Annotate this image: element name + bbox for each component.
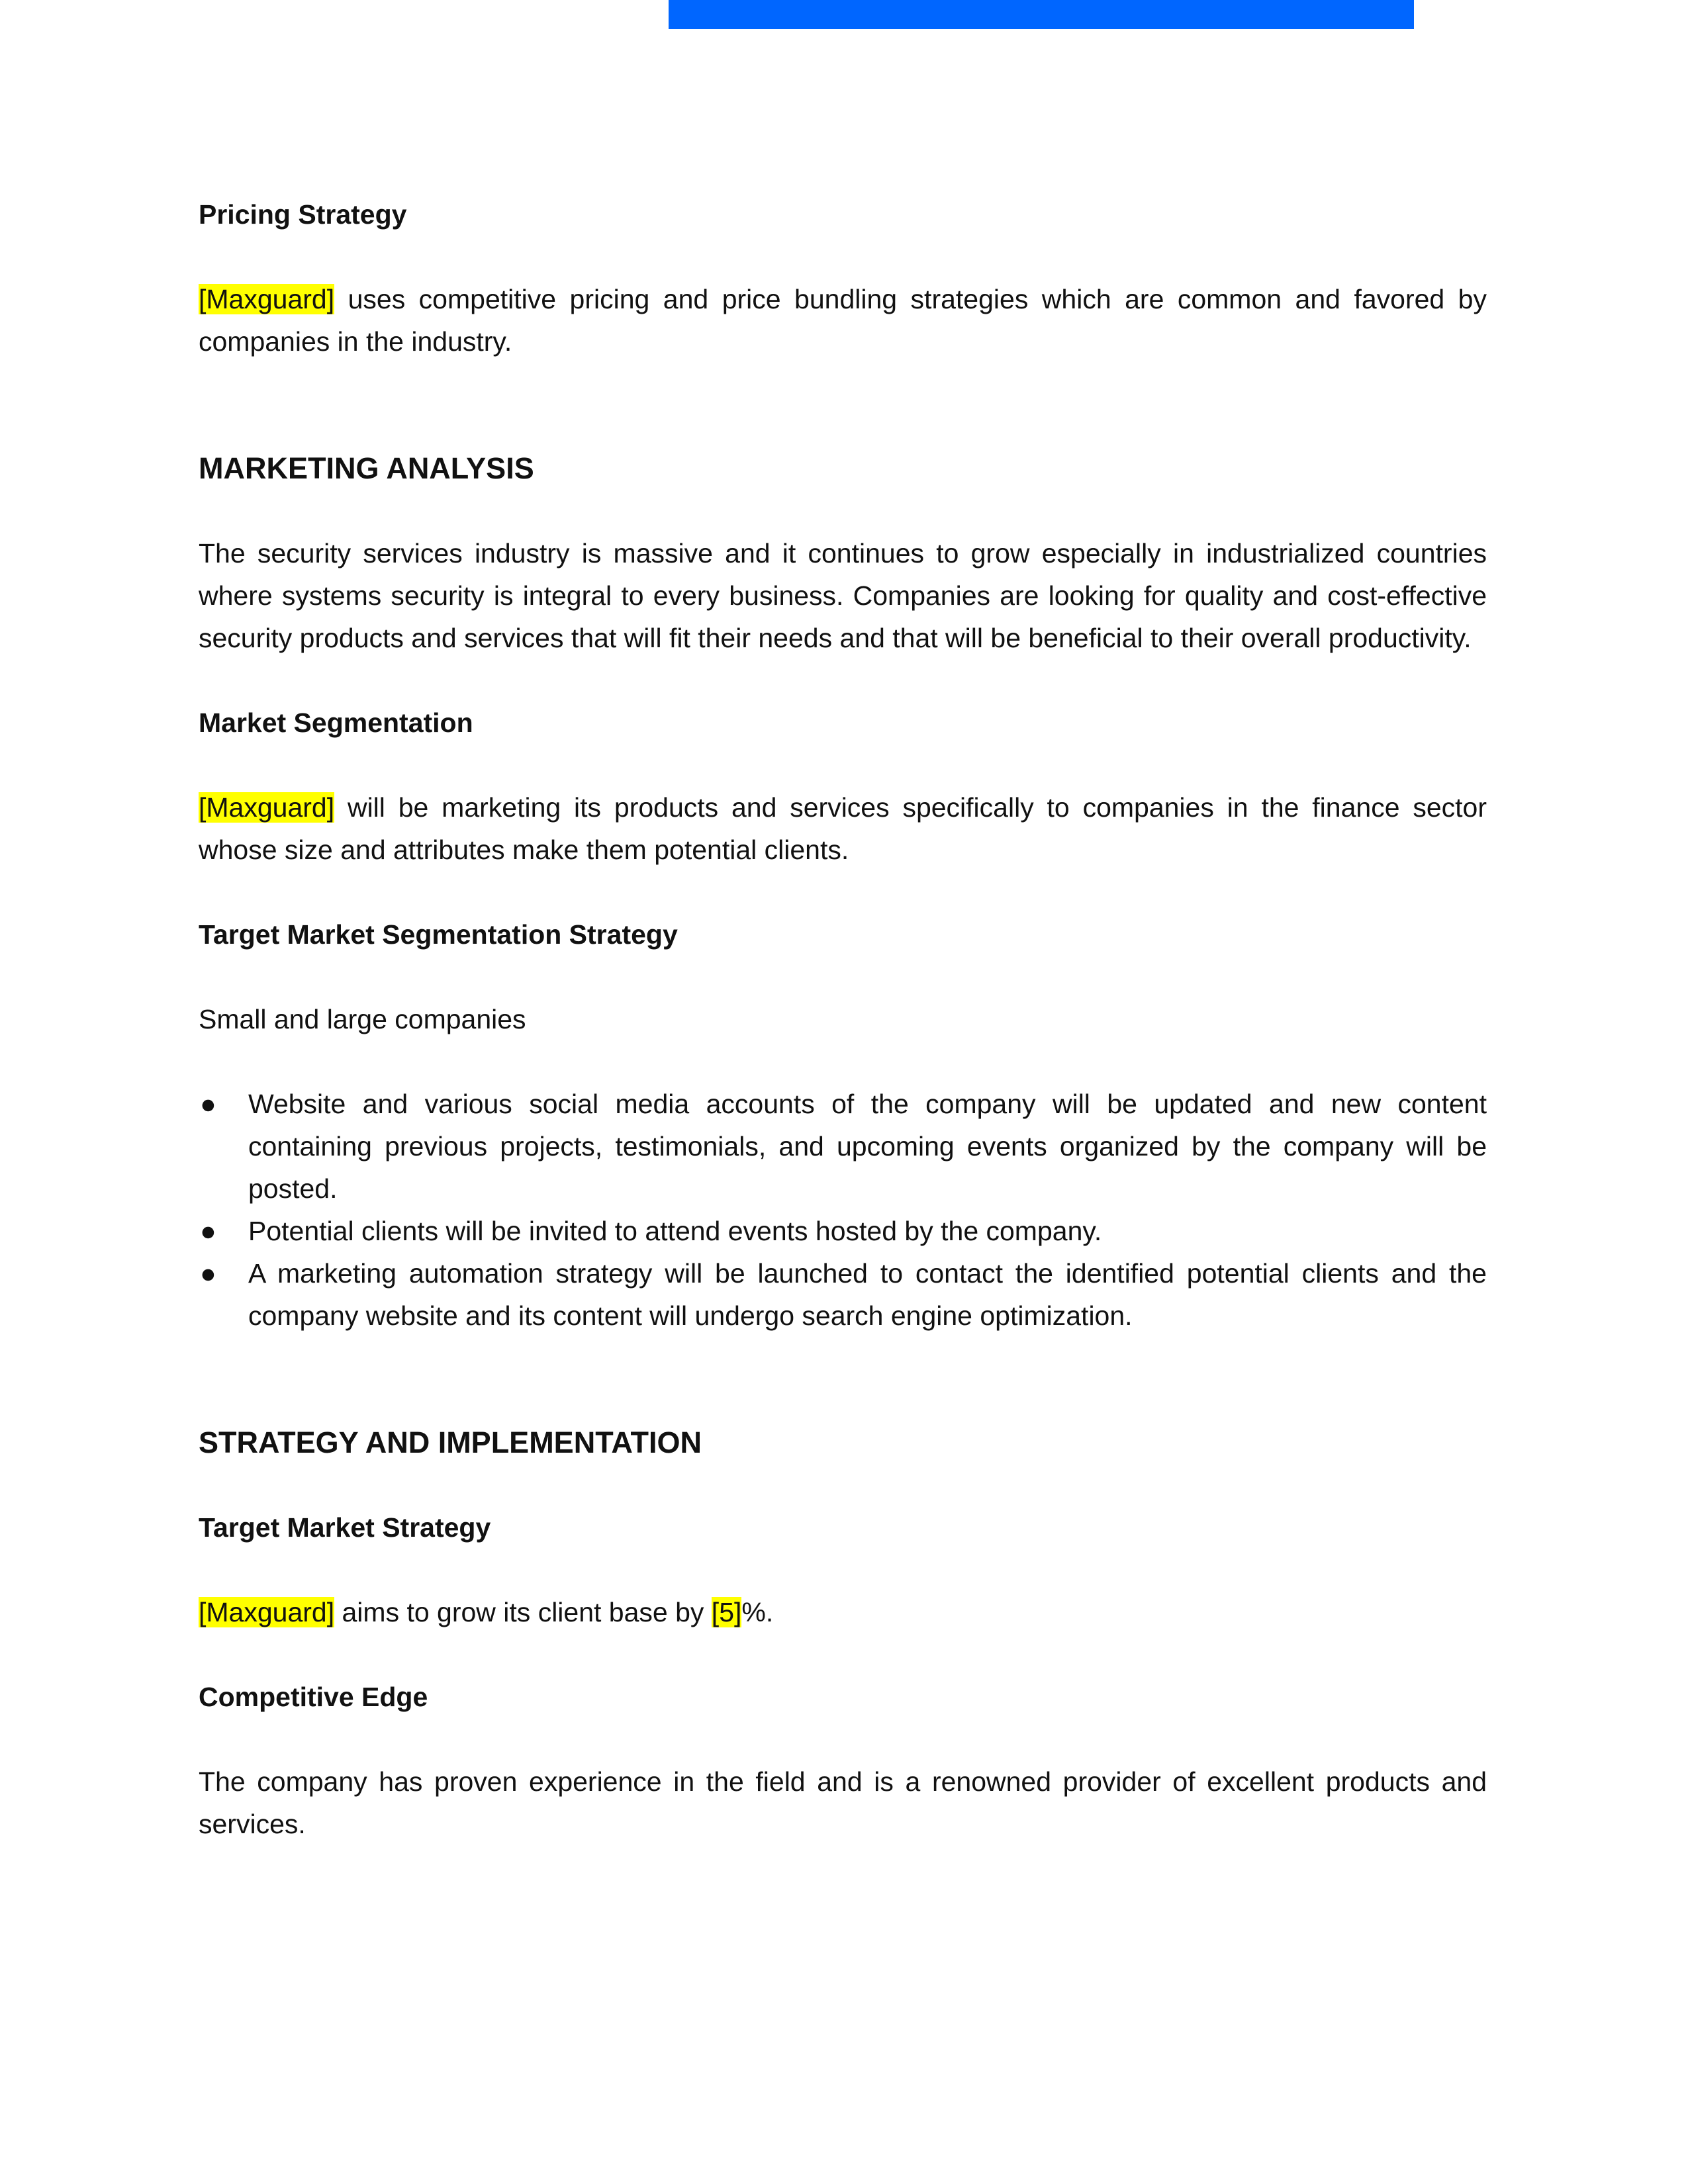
target-market-strategy-suffix: %. xyxy=(741,1597,774,1627)
list-item xyxy=(199,1210,1487,1252)
list-item-text: A marketing automation strategy will be launched to contact the identified potential clients and the company website and its content will undergo search engine optimization. xyxy=(248,1258,1487,1331)
list-item xyxy=(199,1083,1487,1210)
target-market-bullet-list xyxy=(199,1083,1487,1337)
competitive-edge-paragraph: The company has proven experience in the field and is a renowned provider of excellent products and services. xyxy=(199,1766,1487,1839)
bullet-icon: ● xyxy=(200,1216,216,1246)
bullet-icon: ● xyxy=(200,1258,216,1289)
market-segmentation-heading: Market Segmentation xyxy=(199,707,473,738)
target-market-segmentation-heading: Target Market Segmentation Strategy xyxy=(199,919,678,950)
document-body xyxy=(199,193,1487,1888)
strategy-implementation-heading: STRATEGY AND IMPLEMENTATION xyxy=(199,1426,702,1459)
market-segmentation-paragraph xyxy=(199,786,1487,871)
market-segmentation-text: will be marketing its products and services specifically to companies in the finance sector whose size and attributes make them potential clients. xyxy=(199,792,1487,865)
bullet-icon: ● xyxy=(200,1089,216,1119)
list-item xyxy=(199,1252,1487,1337)
list-item-text: Website and various social media accounts of the company will be updated and new content containing previous projects, testimonials, and upcoming events organized by the company will be posted. xyxy=(248,1089,1487,1204)
target-market-strategy-text: aims to grow its client base by xyxy=(334,1597,712,1627)
company-name-placeholder: [Maxguard] xyxy=(199,792,335,823)
target-market-strategy-heading: Target Market Strategy xyxy=(199,1512,491,1543)
target-market-strategy-paragraph xyxy=(199,1591,1487,1633)
competitive-edge-heading: Competitive Edge xyxy=(199,1682,428,1712)
list-item-text: Potential clients will be invited to attend events hosted by the company. xyxy=(248,1216,1102,1246)
marketing-analysis-paragraph: The security services industry is massive and it continues to grow especially in industrialized countries where systems security is integral to every business. Companies are looking for quality and cost-effective security products and services that will fit their needs and that will be beneficial to their overall productivity. xyxy=(199,538,1487,653)
pricing-strategy-heading: Pricing Strategy xyxy=(199,199,407,230)
pricing-strategy-text: uses competitive pricing and price bundling strategies which are common and favored by companies in the industry. xyxy=(199,284,1487,357)
marketing-analysis-heading: MARKETING ANALYSIS xyxy=(199,451,534,485)
company-name-placeholder: [Maxguard] xyxy=(199,1597,335,1627)
growth-percentage-placeholder: [5] xyxy=(711,1597,742,1627)
pricing-strategy-paragraph xyxy=(199,278,1487,363)
header-accent-bar xyxy=(669,0,1414,29)
company-name-placeholder: [Maxguard] xyxy=(199,284,335,314)
target-market-intro: Small and large companies xyxy=(199,1004,526,1034)
